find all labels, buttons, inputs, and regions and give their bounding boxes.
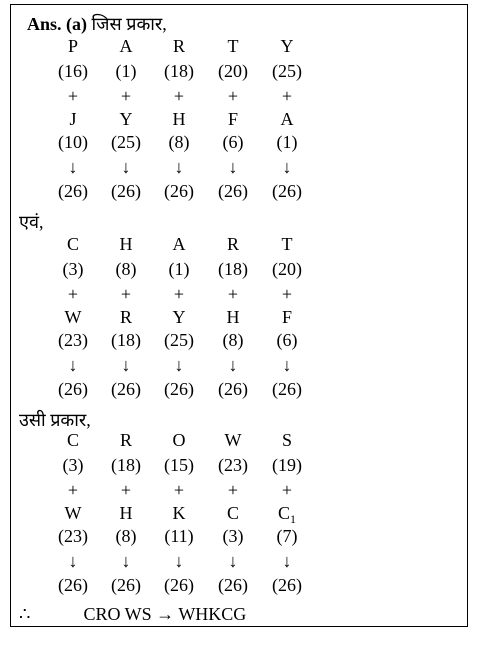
letter-bottom-text: Y xyxy=(119,109,133,129)
value-bottom xyxy=(154,329,204,351)
down-arrow-text: ↓ xyxy=(68,551,78,571)
letter-top-text: W xyxy=(224,430,242,450)
plus-sign xyxy=(154,85,204,107)
plus-sign-text: + xyxy=(67,86,79,106)
letter-bottom xyxy=(48,108,98,130)
plus-sign xyxy=(208,479,258,501)
value-top-text: (3) xyxy=(62,455,84,475)
letter-top xyxy=(208,35,258,57)
value-top-text: (20) xyxy=(218,61,248,81)
letter-top xyxy=(154,35,204,57)
down-arrow xyxy=(208,550,258,572)
letter-top xyxy=(262,233,312,255)
sum-value xyxy=(48,378,98,400)
section-label-usi-prakar: उसी प्रकार, xyxy=(19,410,91,430)
plus-sign-text: + xyxy=(120,86,132,106)
letter-bottom xyxy=(262,306,312,328)
plus-sign xyxy=(48,479,98,501)
value-top xyxy=(208,454,258,476)
letter-bottom-text: C xyxy=(226,503,239,523)
value-bottom-text: (1) xyxy=(276,132,298,152)
plus-sign xyxy=(101,85,151,107)
down-arrow xyxy=(48,156,98,178)
letter-bottom xyxy=(262,108,312,130)
sum-value xyxy=(208,574,258,596)
sum-value-text: (26) xyxy=(164,379,194,399)
letter-bottom xyxy=(101,108,151,130)
value-bottom-text: (10) xyxy=(58,132,88,152)
value-bottom xyxy=(101,329,151,351)
sum-value xyxy=(101,180,151,202)
value-bottom-text: (3) xyxy=(222,526,244,546)
sum-value xyxy=(101,378,151,400)
value-bottom xyxy=(208,525,258,547)
value-bottom xyxy=(101,525,151,547)
value-top xyxy=(48,454,98,476)
value-top xyxy=(101,258,151,280)
letter-top-text: T xyxy=(281,234,293,254)
sum-value xyxy=(208,378,258,400)
value-bottom-text: (7) xyxy=(276,526,298,546)
value-bottom xyxy=(208,131,258,153)
value-top xyxy=(208,258,258,280)
sum-value-text: (26) xyxy=(218,181,248,201)
plus-sign xyxy=(262,283,312,305)
letter-top-text: S xyxy=(281,430,292,450)
plus-sign xyxy=(101,479,151,501)
down-arrow-text: ↓ xyxy=(121,551,131,571)
down-arrow-text: ↓ xyxy=(282,355,292,375)
sum-value xyxy=(262,574,312,596)
value-top xyxy=(48,60,98,82)
sum-value-text: (26) xyxy=(218,575,248,595)
value-top-text: (18) xyxy=(164,61,194,81)
value-bottom-text: (8) xyxy=(168,132,190,152)
plus-sign-text: + xyxy=(281,480,293,500)
plus-sign-text: + xyxy=(281,86,293,106)
letter-top xyxy=(154,233,204,255)
value-top-text: (15) xyxy=(164,455,194,475)
letter-bottom xyxy=(154,108,204,130)
value-bottom xyxy=(48,131,98,153)
value-bottom-text: (8) xyxy=(222,330,244,350)
sum-value-text: (26) xyxy=(58,181,88,201)
letter-bottom xyxy=(48,502,98,524)
letter-bottom xyxy=(154,502,204,524)
value-top xyxy=(154,454,204,476)
letter-top xyxy=(101,429,151,451)
sum-value xyxy=(262,180,312,202)
letter-top xyxy=(208,429,258,451)
plus-sign-text: + xyxy=(281,284,293,304)
value-top-text: (3) xyxy=(62,259,84,279)
letter-top xyxy=(262,429,312,451)
down-arrow-text: ↓ xyxy=(174,355,184,375)
down-arrow xyxy=(154,156,204,178)
plus-sign-text: + xyxy=(173,480,185,500)
sum-value-text: (26) xyxy=(272,379,302,399)
letter-top xyxy=(208,233,258,255)
letter-bottom xyxy=(208,108,258,130)
down-arrow xyxy=(154,354,204,376)
down-arrow-text: ↓ xyxy=(174,551,184,571)
down-arrow xyxy=(101,354,151,376)
down-arrow xyxy=(154,550,204,572)
value-bottom-text: (8) xyxy=(115,526,137,546)
down-arrow-text: ↓ xyxy=(282,157,292,177)
plus-sign xyxy=(262,85,312,107)
letter-bottom xyxy=(208,306,258,328)
plus-sign xyxy=(101,283,151,305)
down-arrow-text: ↓ xyxy=(121,355,131,375)
value-top xyxy=(262,454,312,476)
value-bottom-text: (25) xyxy=(164,330,194,350)
down-arrow xyxy=(262,550,312,572)
letter-top-text: H xyxy=(119,234,133,254)
plus-sign xyxy=(48,85,98,107)
letter-bottom-text: H xyxy=(172,109,186,129)
value-bottom-text: (18) xyxy=(111,330,141,350)
down-arrow xyxy=(262,354,312,376)
letter-top-text: R xyxy=(226,234,239,254)
value-top-text: (19) xyxy=(272,455,302,475)
down-arrow xyxy=(101,156,151,178)
letter-top xyxy=(101,35,151,57)
letter-bottom-text: F xyxy=(281,307,292,327)
letter-bottom-text: C xyxy=(277,503,290,523)
value-bottom xyxy=(154,525,204,547)
letter-bottom xyxy=(101,306,151,328)
value-top xyxy=(101,454,151,476)
plus-sign-text: + xyxy=(120,284,132,304)
value-bottom xyxy=(48,525,98,547)
plus-sign xyxy=(262,479,312,501)
value-top xyxy=(262,258,312,280)
letter-bottom-text: K xyxy=(172,503,186,523)
plus-sign-text: + xyxy=(227,480,239,500)
value-bottom xyxy=(262,329,312,351)
letter-top-text: C xyxy=(66,234,79,254)
conclusion-text: CRO WS → WHKCG xyxy=(83,604,247,624)
down-arrow xyxy=(208,354,258,376)
sum-value xyxy=(154,574,204,596)
letter-bottom-text: Y xyxy=(172,307,186,327)
value-top xyxy=(262,60,312,82)
letter-subscript: 1 xyxy=(290,512,296,526)
sum-value xyxy=(101,574,151,596)
value-top-text: (1) xyxy=(168,259,190,279)
value-bottom-text: (25) xyxy=(111,132,141,152)
plus-sign-text: + xyxy=(173,86,185,106)
therefore-symbol: ∴ xyxy=(19,604,31,624)
letter-top-text: Y xyxy=(280,36,294,56)
value-top-text: (18) xyxy=(218,259,248,279)
letter-bottom xyxy=(208,502,258,524)
value-top-text: (16) xyxy=(58,61,88,81)
value-top-text: (18) xyxy=(111,455,141,475)
letter-bottom-text: W xyxy=(64,503,82,523)
letter-top xyxy=(48,35,98,57)
letter-bottom-text: J xyxy=(69,109,77,129)
sum-value xyxy=(262,378,312,400)
letter-bottom-text: A xyxy=(280,109,294,129)
letter-top xyxy=(48,429,98,451)
letter-top xyxy=(101,233,151,255)
letter-bottom-text: H xyxy=(226,307,240,327)
down-arrow-text: ↓ xyxy=(228,157,238,177)
sum-value-text: (26) xyxy=(111,575,141,595)
down-arrow-text: ↓ xyxy=(121,157,131,177)
down-arrow-text: ↓ xyxy=(68,157,78,177)
letter-bottom-text: W xyxy=(64,307,82,327)
sum-value xyxy=(48,574,98,596)
value-bottom xyxy=(101,131,151,153)
plus-sign-text: + xyxy=(67,480,79,500)
value-top-text: (25) xyxy=(272,61,302,81)
value-bottom-text: (6) xyxy=(276,330,298,350)
value-bottom-text: (23) xyxy=(58,526,88,546)
plus-sign xyxy=(154,479,204,501)
value-bottom-text: (23) xyxy=(58,330,88,350)
letter-top-text: R xyxy=(172,36,185,56)
conclusion-line xyxy=(19,603,246,625)
answer-label: Ans. (a) xyxy=(27,14,88,34)
value-bottom xyxy=(154,131,204,153)
value-bottom-text: (6) xyxy=(222,132,244,152)
down-arrow-text: ↓ xyxy=(228,355,238,375)
letter-bottom-text: R xyxy=(119,307,132,327)
plus-sign-text: + xyxy=(227,86,239,106)
plus-sign xyxy=(208,85,258,107)
down-arrow xyxy=(262,156,312,178)
answer-box xyxy=(10,4,468,627)
sum-value-text: (26) xyxy=(58,575,88,595)
value-top xyxy=(48,258,98,280)
down-arrow-text: ↓ xyxy=(228,551,238,571)
letter-bottom xyxy=(48,306,98,328)
letter-top-text: A xyxy=(172,234,186,254)
sum-value xyxy=(154,378,204,400)
value-top xyxy=(154,258,204,280)
plus-sign xyxy=(208,283,258,305)
down-arrow xyxy=(48,354,98,376)
plus-sign-text: + xyxy=(173,284,185,304)
plus-sign-text: + xyxy=(67,284,79,304)
value-top-text: (1) xyxy=(115,61,137,81)
sum-value-text: (26) xyxy=(164,181,194,201)
letter-top xyxy=(48,233,98,255)
value-bottom xyxy=(208,329,258,351)
header-text: जिस प्रकार, xyxy=(91,14,167,34)
value-bottom-text: (11) xyxy=(164,526,194,546)
value-top-text: (20) xyxy=(272,259,302,279)
letter-bottom-text: F xyxy=(227,109,238,129)
sum-value xyxy=(208,180,258,202)
sum-value-text: (26) xyxy=(218,379,248,399)
plus-sign-text: + xyxy=(227,284,239,304)
down-arrow-text: ↓ xyxy=(282,551,292,571)
letter-top-text: C xyxy=(66,430,79,450)
value-top-text: (23) xyxy=(218,455,248,475)
plus-sign xyxy=(154,283,204,305)
letter-top xyxy=(154,429,204,451)
sum-value-text: (26) xyxy=(164,575,194,595)
plus-sign-text: + xyxy=(120,480,132,500)
letter-top-text: A xyxy=(119,36,133,56)
value-bottom xyxy=(262,131,312,153)
down-arrow-text: ↓ xyxy=(68,355,78,375)
sum-value-text: (26) xyxy=(58,379,88,399)
value-top xyxy=(208,60,258,82)
letter-top xyxy=(262,35,312,57)
value-top-text: (8) xyxy=(115,259,137,279)
down-arrow xyxy=(208,156,258,178)
sum-value-text: (26) xyxy=(111,379,141,399)
value-top xyxy=(154,60,204,82)
letter-top-text: T xyxy=(227,36,239,56)
letter-top-text: R xyxy=(119,430,132,450)
value-bottom xyxy=(48,329,98,351)
section-label-evam: एवं, xyxy=(19,212,44,232)
plus-sign xyxy=(48,283,98,305)
down-arrow xyxy=(101,550,151,572)
letter-bottom-text: H xyxy=(119,503,133,523)
down-arrow-text: ↓ xyxy=(174,157,184,177)
letter-bottom xyxy=(101,502,151,524)
sum-value xyxy=(154,180,204,202)
down-arrow xyxy=(48,550,98,572)
value-top xyxy=(101,60,151,82)
answer-header xyxy=(27,13,167,35)
sum-value-text: (26) xyxy=(272,181,302,201)
letter-top-text: P xyxy=(67,36,78,56)
sum-value-text: (26) xyxy=(272,575,302,595)
letter-top-text: O xyxy=(172,430,186,450)
letter-bottom xyxy=(154,306,204,328)
sum-value-text: (26) xyxy=(111,181,141,201)
sum-value xyxy=(48,180,98,202)
value-bottom xyxy=(262,525,312,547)
